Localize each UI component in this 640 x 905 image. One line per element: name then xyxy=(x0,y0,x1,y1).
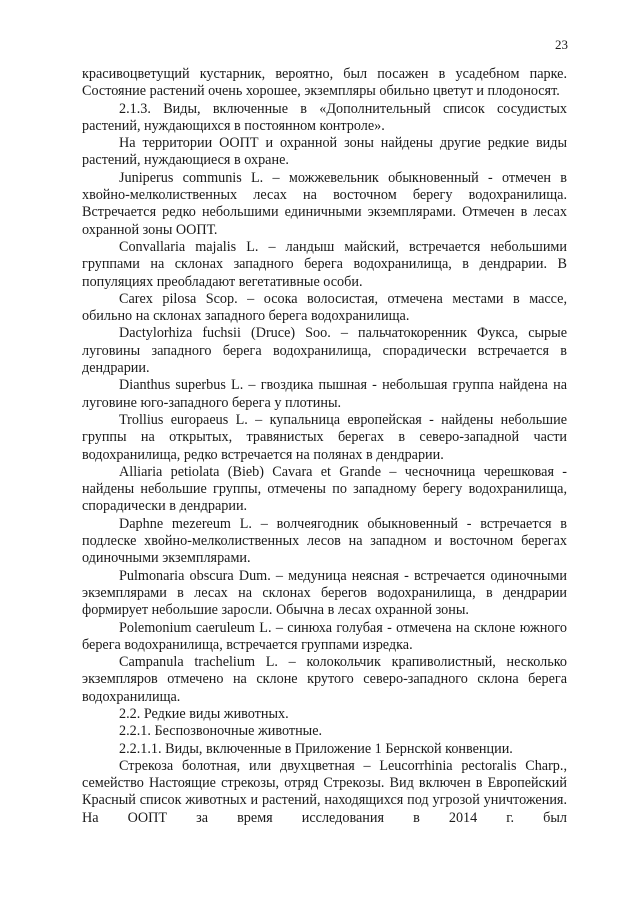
paragraph: Dianthus superbus L. – гвоздика пышная - небольшая группа найдена на луговине юго-западного берега у плотины. xyxy=(82,377,567,411)
paragraph: Polemonium caeruleum L. – синюха голубая - отмечена на склоне южного берега водохранилища, встречается группами изредка. xyxy=(82,619,567,653)
paragraph: Carex pilosa Scop. – осока волосистая, отмечена местами в массе, обильно на склонах западного берега водохранилища. xyxy=(82,290,567,325)
page-number: 23 xyxy=(555,37,568,52)
paragraph: красивоцветущий кустарник, вероятно, был посажен в усадебном парке. Состояние растений очень хорошее, экземпляры обильно цветут и плодоносят. xyxy=(82,66,567,100)
body-text xyxy=(82,66,567,827)
paragraph: Dactylorhiza fuchsii (Druce) Soo. – пальчатокоренник Фукса, сырые луговины западного берега водохранилища, спорадически встречается в дендрарии. xyxy=(82,325,567,377)
paragraph: На территории ООПТ и охранной зоны найдены другие редкие виды растений, нуждающиеся в охране. xyxy=(82,135,567,169)
paragraph: Alliaria petiolata (Bieb) Cavara et Grande – чесночница черешковая - найдены небольшие группы, отмечены по западному берегу водохранилища, спорадически в дендрарии. xyxy=(82,463,567,515)
section-heading: 2.2.1.1. Виды, включенные в Приложение 1 Бернской конвенции. xyxy=(119,740,513,757)
paragraph: Campanula trachelium L. – колокольчик крапиволистный, несколько экземпляров отмечено на склоне крутого северо-западного склона берега водохранилища. xyxy=(82,654,567,705)
paragraph: 2.1.3. Виды, включенные в «Дополнительный список сосудистых растений, нуждающихся в постоянном контроле». xyxy=(82,100,567,134)
section-heading: 2.2.1. Беспозвоночные животные. xyxy=(119,723,323,740)
paragraph: Pulmonaria obscura Dum. – медуница неясная - встречается одиночными экземплярами в лесах на склонах берегов водохранилища, в дендрарии формирует небольшие заросли. Обычна в лесах охранной зоны. xyxy=(82,567,567,619)
paragraph: Juniperus communis L. – можжевельник обыкновенный - отмечен в хвойно-мелколиственных лесах на восточном берегу водохранилища. Встречается редко небольшими единичными экземплярами. Отмечен в лесах охранной зоны ООПТ. xyxy=(82,169,567,238)
section-heading: 2.2. Редкие виды животных. xyxy=(119,705,289,722)
paragraph: Convallaria majalis L. – ландыш майский, встречается небольшими группами на склонах западного берега водохранилища, в дендрарии. В популяциях преобладают вегетативные особи. xyxy=(82,238,567,290)
paragraph: Trollius europaeus L. – купальница европейская - найдены небольшие группы на открытых, травянистых берегах в северо-западной части водохранилища, редко встречается на полянах в дендрарии. xyxy=(82,411,567,463)
paragraph: Стрекоза болотная, или двухцветная – Leucorrhinia pectoralis Charp., семейство Настоящие стрекозы, отряд Стрекозы. Вид включен в Европейский Красный список животных и растений, находящихся под угрозой уничтожения. На ООПТ за время исследования в 2014 г. был xyxy=(82,757,567,826)
paragraph: Daphne mezereum L. – волчеягодник обыкновенный - встречается в подлеске хвойно-мелколиственных лесов на западном и восточном берегах одиночными экземплярами. xyxy=(82,515,567,567)
